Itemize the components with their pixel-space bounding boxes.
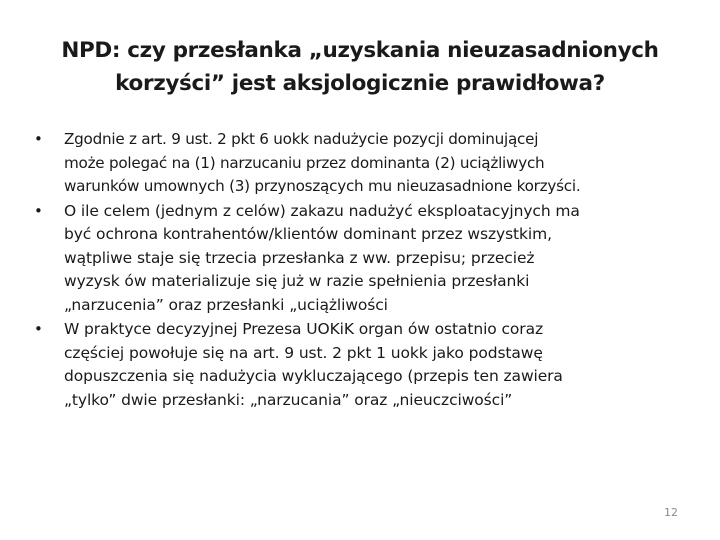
bullet-text: W praktyce decyzyjnej Prezesa UOKiK organ ów ostatnio coraz częściej powołuje się na art. 9 ust. 2 pkt 1 uokk jako podstawę dopuszczenia się nadużycia wykluczającego (przepis ten zawiera „tylko” dwie przesłanki: „narzucania” oraz „nieuczciwości” [64,320,563,409]
bullet-icon: • [34,201,43,220]
page-number: 12 [664,506,678,519]
bullet-list [34,128,706,412]
bullet-item [34,318,706,412]
bullet-icon: • [34,130,43,148]
bullet-text: O ile celem (jednym z celów) zakazu nadużyć eksploatacyjnych ma być ochrona kontrahentów/klientów dominant przez wszystkim, wątpliwe staje się trzecia przesłanka z ww. przepisu; przecież wyzysk ów materializuje się już w razie spełnienia przesłanki „narzucenia” oraz przesłanki „uciążliwości [64,201,580,314]
bullet-text: Zgodnie z art. 9 ust. 2 pkt 6 uokk nadużycie pozycji dominującej może polegać na (1) narzucaniu przez dominanta (2) uciążliwych warunków umownych (3) przynoszących mu nieuzasadnione korzyści. [64,130,581,195]
slide-title: NPD: czy przesłanka „uzyskania nieuzasadnionych korzyści” jest aksjologicznie prawidłowa? [61,38,659,96]
bullet-item [34,200,706,318]
bullet-icon: • [34,320,43,338]
bullet-item [34,128,706,199]
